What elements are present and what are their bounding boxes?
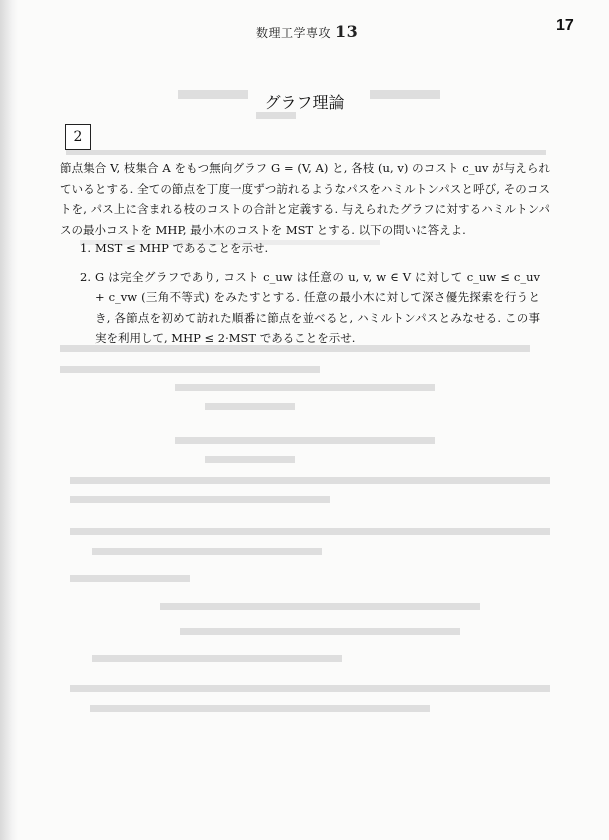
bleed-through-mark — [70, 477, 550, 484]
bleed-through-mark — [175, 437, 435, 444]
bleed-through-mark — [256, 112, 296, 119]
bleed-through-mark — [60, 366, 320, 373]
question-number: 1. — [80, 241, 91, 255]
bleed-through-mark — [175, 384, 435, 391]
page-number: 17 — [556, 17, 574, 34]
bleed-through-mark — [70, 528, 550, 535]
bleed-through-mark — [160, 603, 480, 610]
bleed-through-mark — [66, 150, 546, 155]
scan-shadow — [0, 0, 18, 840]
question-text: G は完全グラフであり, コスト c_uw は任意の u, v, w ∈ V に対して c_uw ≤ c_uv + c_vw (三角不等式) をみたすとする. 任意の最小木に対して深さ優先探索を行うとき, 各節点を初めて訪れた順番に節点を並べると, ハミルトンパスとみなせる. この事実を利用して, MHP ≤ 2·MST であることを示せ. — [95, 269, 540, 345]
bleed-through-mark — [90, 705, 430, 712]
bleed-through-mark — [205, 456, 295, 463]
bleed-through-mark — [92, 548, 322, 555]
section-title: グラフ理論 — [264, 93, 345, 112]
question-item — [80, 267, 540, 349]
page-header — [256, 22, 358, 41]
header-number: 13 — [335, 22, 359, 41]
question-number: 2. — [80, 269, 91, 284]
bleed-through-mark — [92, 655, 342, 662]
problem-number-box — [65, 124, 91, 150]
problem-number: 2 — [73, 129, 83, 145]
bleed-through-mark — [70, 496, 330, 503]
question-item — [80, 238, 540, 259]
problem-statement: 節点集合 V, 枝集合 A をもつ無向グラフ G = (V, A) と, 各枝 (u, v) のコスト c_uv が与えられているとする. 全ての節点を丁度一度ずつ訪れるようなパスをハミルトンパスと呼び, そのコストを, パス上に含まれる枝のコストの合計と定義する. 与えられたグラフに対するハミルトンパスの最小コストを MHP, 最小木のコストを MST とする. 以下の問いに答えよ. — [60, 161, 550, 237]
question-text: MST ≤ MHP であることを示せ. — [95, 241, 269, 255]
question-list — [80, 238, 540, 357]
header-label: 数理工学専攻 — [256, 26, 332, 40]
bleed-through-mark — [180, 628, 460, 635]
bleed-through-mark — [70, 685, 550, 692]
bleed-through-mark — [70, 575, 190, 582]
bleed-through-mark — [205, 403, 295, 410]
